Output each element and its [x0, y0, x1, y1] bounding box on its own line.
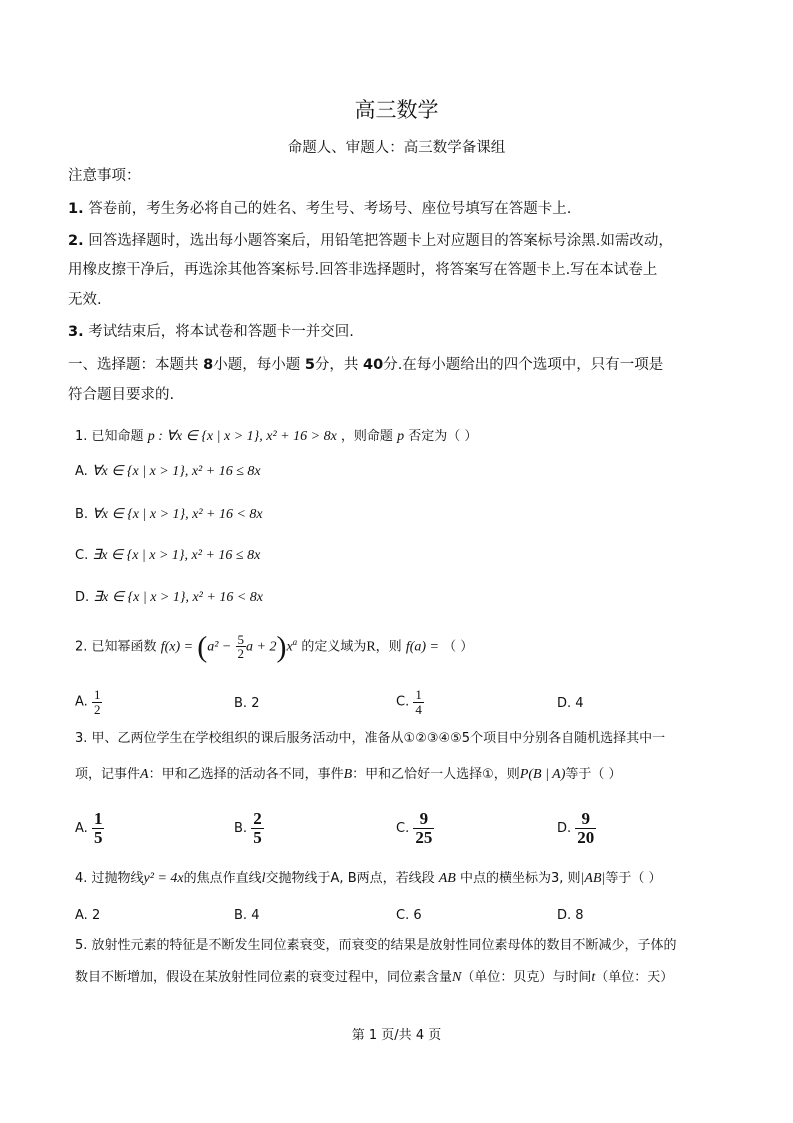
q3-option-c[interactable]: C. $\frac{9}{25}$ [396, 809, 433, 847]
notice-heading: 注意事项： [68, 168, 141, 184]
q2-option-a[interactable]: A. $\frac{1}{2}$ [75, 687, 101, 717]
q3-option-a[interactable]: A. $\frac{1}{5}$ [75, 809, 103, 847]
notice-number: 3. [68, 324, 84, 340]
math-expression: p : ∀x ∈ {x | x > 1}, x² + 16 > 8x [147, 429, 337, 444]
page-footer: 第 1 页/共 4 页 [351, 1028, 442, 1043]
fraction: $\frac{9}{25}$ [415, 809, 433, 847]
q2-option-d[interactable]: D. 4 [557, 696, 584, 711]
q1-option-b[interactable]: B. ∀x ∈ {x | x > 1}, x² + 16 < 8x [75, 507, 263, 522]
q2-option-c[interactable]: C. $\frac{1}{4}$ [396, 687, 422, 717]
notice-1 [68, 199, 571, 219]
fraction: $\frac{2}{5}$ [253, 809, 262, 847]
q4-option-b[interactable]: B. 4 [234, 908, 260, 923]
question-3-line1: 3. 甲、乙两位学生在学校组织的课后服务活动中，准备从①②③④⑤5个项目中分别各自随机选择其中一 [75, 731, 666, 746]
q1-option-d[interactable]: D. ∃x ∈ {x | x > 1}, x² + 16 < 8x [75, 590, 263, 605]
q3-option-b[interactable]: B. $\frac{2}{5}$ [234, 809, 262, 847]
q2-option-b[interactable]: B. 2 [234, 696, 260, 711]
page-title: 高三数学 [354, 98, 439, 122]
notice-number: 2. [68, 233, 84, 249]
question-4: 4. 过抛物线y² = 4x的焦点作直线l交抛物线于A, B两点，若线段 AB 中点的横坐标为3, 则|AB|等于（ ） [75, 871, 662, 886]
q3-option-d[interactable]: D. $\frac{9}{20}$ [557, 809, 595, 847]
notice-2-line1 [68, 231, 673, 251]
fraction: $\frac{9}{20}$ [577, 809, 595, 847]
question-5-line2: 数目不断增加，假设在某放射性同位素的衰变过程中，同位素含量N（单位：贝克）与时间t（单位：天） [75, 970, 674, 985]
q4-option-d[interactable]: D. 8 [557, 908, 584, 923]
notice-3 [68, 322, 354, 342]
notice-text: 回答选择题时，选出每小题答案后，用铅笔把答题卡上对应题目的答案标号涂黑.如需改动， [88, 233, 673, 249]
notice-text: 答卷前，考生务必将自己的姓名、考生号、考场号、座位号填写在答题卡上. [88, 201, 572, 217]
q4-option-a[interactable]: A. 2 [75, 908, 101, 923]
question-5-line1: 5. 放射性元素的特征是不断发生同位素衰变，而衰变的结果是放射性同位素母体的数目不断减少，子体的 [75, 938, 677, 953]
notice-text: 考试结束后，将本试卷和答题卡一并交回. [88, 324, 354, 340]
q4-option-c[interactable]: C. 6 [396, 908, 422, 923]
question-3-line2: 项，记事件A：甲和乙选择的活动各不同，事件B：甲和乙恰好一人选择①，则P(B | A)等于（ ） [75, 767, 622, 782]
notice-2-line3: 无效. [68, 292, 102, 308]
section-heading: 一、选择题：本题共 8小题，每小题 5分，共 40分.在每小题给出的四个选项中，只有一项是 [68, 357, 664, 373]
page-subtitle: 命题人、审题人：高三数学备课组 [287, 140, 506, 156]
q1-option-c[interactable]: C. ∃x ∈ {x | x > 1}, x² + 16 ≤ 8x [75, 548, 261, 563]
notice-2-line2: 用橡皮擦干净后，再选涂其他答案标号.回答非选择题时，将答案写在答题卡上.写在本试卷上 [68, 262, 658, 278]
question-1: 1. 已知命题 p : ∀x ∈ {x | x > 1}, x² + 16 > 8x ，则命题 p 否定为（ ） [75, 429, 478, 444]
q1-option-a[interactable]: A. ∀x ∈ {x | x > 1}, x² + 16 ≤ 8x [75, 464, 261, 479]
section-heading-line2: 符合题目要求的. [68, 387, 175, 403]
fraction: $\frac{1}{2}$ [93, 687, 101, 717]
question-2: 2. 已知幂函数 f(x) = (a² − $\frac{5}{2}$ $a + 2)x^a$ 的定义域为R，则 f(a) = （ ） [75, 630, 474, 664]
fraction: $\frac{5}{2}$ [237, 631, 244, 662]
fraction: $\frac{1}{4}$ [415, 687, 422, 717]
fraction: $\frac{1}{5}$ [93, 809, 103, 847]
notice-number: 1. [68, 201, 84, 217]
